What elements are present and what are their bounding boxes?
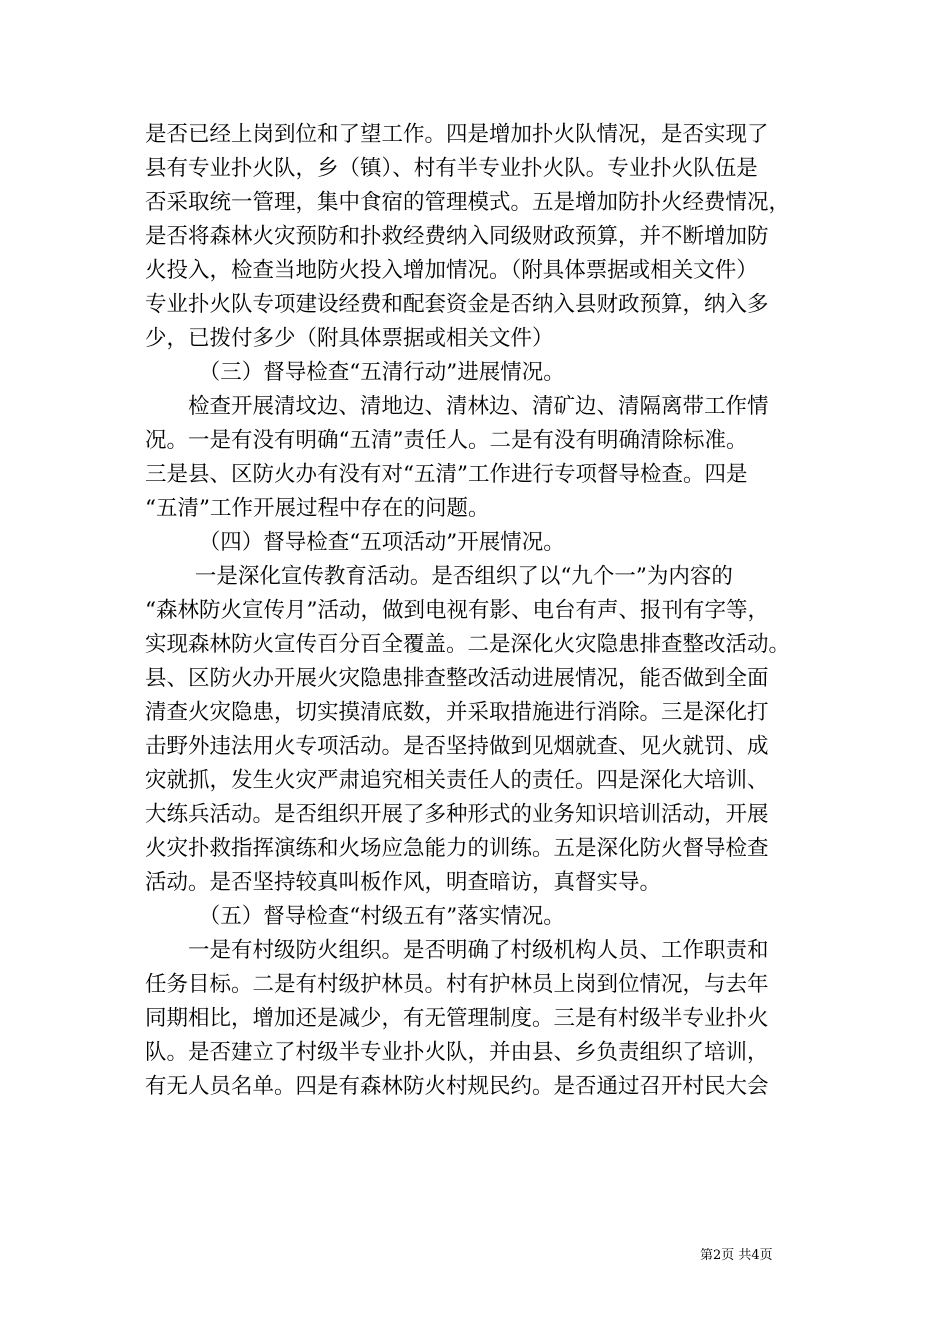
body-text-line: “森林防火宣传月”活动，做到电视有影、电台有声、报刊有字等，	[145, 598, 769, 623]
body-text-line: 活动。是否坚持较真叫板作风，明查暗访，真督实导。	[145, 870, 662, 895]
body-text-line: 县有专业扑火队，乡（镇）、村有半专业扑火队。专业扑火队伍是	[145, 156, 758, 181]
body-text-line: 同期相比，增加还是减少，有无管理制度。三是有村级半专业扑火	[145, 1006, 769, 1031]
body-text-line: 队。是否建立了村级半专业扑火队，并由县、乡负责组织了培训，	[145, 1040, 769, 1065]
body-text-line: 火灾扑救指挥演练和火场应急能力的训练。五是深化防火督导检查	[145, 836, 769, 861]
body-text-line: 有无人员名单。四是有森林防火村规民约。是否通过召开村民大会	[145, 1074, 769, 1099]
body-text-line: 一是深化宣传教育活动。是否组织了以“九个一”为内容的	[145, 564, 733, 589]
body-text-line: 任务目标。二是有村级护林员。村有护林员上岗到位情况，与去年	[145, 972, 769, 997]
body-text-line: 大练兵活动。是否组织开展了多种形式的业务知识培训活动，开展	[145, 802, 769, 827]
body-text-line: 是否已经上岗到位和了望工作。四是增加扑火队情况，是否实现了	[145, 122, 769, 147]
body-text-line: 一是有村级防火组织。是否明确了村级机构人员、工作职责和	[145, 938, 769, 963]
section-heading: （五）督导检查“村级五有”落实情况。	[145, 904, 565, 929]
section-heading: （三）督导检查“五清行动”进展情况。	[145, 360, 565, 385]
body-text-line: 否采取统一管理，集中食宿的管理模式。五是增加防扑火经费情况，	[145, 190, 791, 215]
body-text-line: 县、区防火办开展火灾隐患排查整改活动进展情况，能否做到全面	[145, 666, 769, 691]
body-text-line: 击野外违法用火专项活动。是否坚持做到见烟就查、见火就罚、成	[145, 734, 769, 759]
body-text-line: 实现森林防火宣传百分百全覆盖。二是深化火灾隐患排查整改活动。	[145, 632, 791, 657]
body-text-line: 况。一是有没有明确“五清”责任人。二是有没有明确清除标准。	[145, 428, 748, 453]
body-text-line: “五清”工作开展过程中存在的问题。	[145, 496, 490, 521]
body-text-line: 是否将森林火灾预防和扑救经费纳入同级财政预算，并不断增加防	[145, 224, 769, 249]
body-text-line: 火投入，检查当地防火投入增加情况。（附具体票据或相关文件）	[145, 258, 758, 283]
body-text-line: 少，已拨付多少（附具体票据或相关文件）	[145, 326, 554, 351]
body-text-line: 三是县、区防火办有没有对“五清”工作进行专项督导检查。四是	[145, 462, 748, 487]
body-text-line: 检查开展清坟边、清地边、清林边、清矿边、清隔离带工作情	[145, 394, 769, 419]
body-text-line: 专业扑火队专项建设经费和配套资金是否纳入县财政预算，纳入多	[145, 292, 769, 317]
page-number: 第2页 共4页	[700, 1248, 773, 1263]
section-heading: （四）督导检查“五项活动”开展情况。	[145, 530, 565, 555]
body-text-line: 清查火灾隐患，切实摸清底数，并采取措施进行消除。三是深化打	[145, 700, 769, 725]
body-text-line: 灾就抓，发生火灾严肃追究相关责任人的责任。四是深化大培训、	[145, 768, 769, 793]
